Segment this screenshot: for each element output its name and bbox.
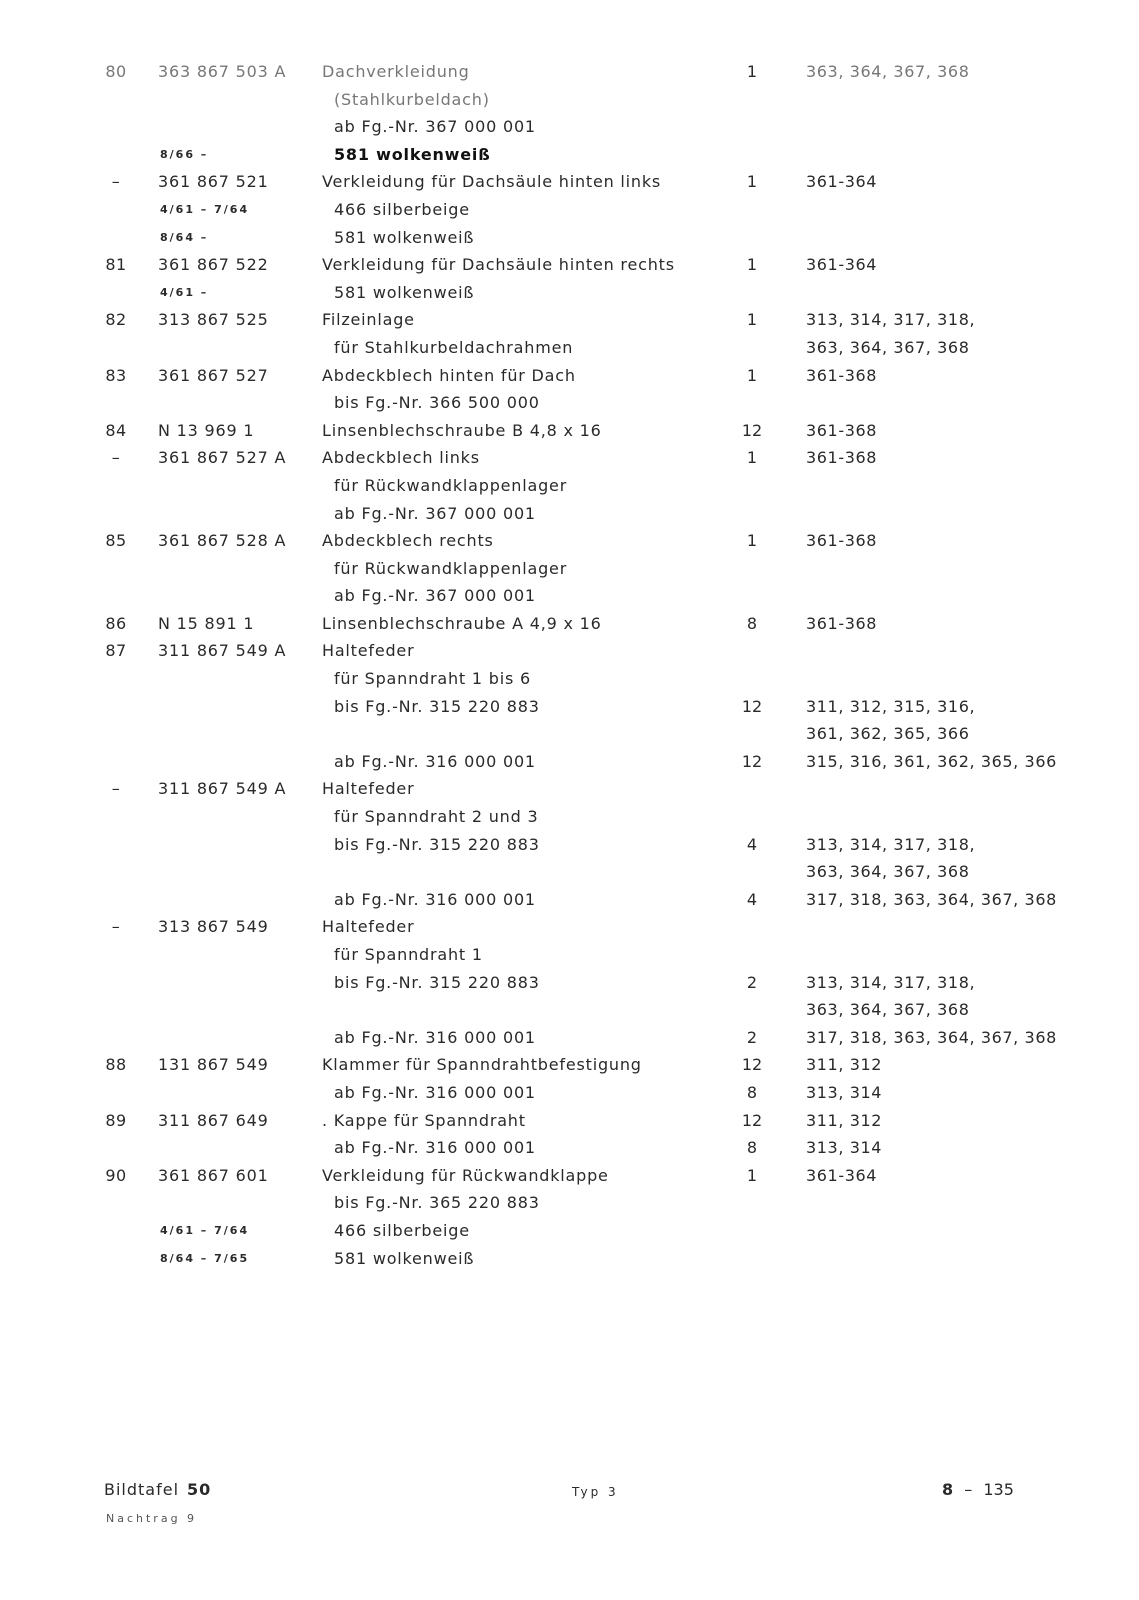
description: Linsenblechschraube B 4,8 x 16 (322, 420, 602, 440)
position-number: 82 (105, 310, 127, 330)
vehicle-types: 313, 314, 317, 318, (806, 834, 976, 854)
table-row (0, 1189, 1139, 1217)
table-row (0, 555, 1139, 583)
vehicle-types: 313, 314, 317, 318, (806, 972, 976, 992)
description: (Stahlkurbeldach) (334, 89, 490, 109)
table-row (0, 389, 1139, 417)
table-row (0, 141, 1139, 169)
part-number: 361 867 601 (158, 1165, 269, 1185)
table-row (0, 582, 1139, 610)
table-row (0, 279, 1139, 307)
description: Abdeckblech hinten für Dach (322, 365, 576, 385)
part-number: 313 867 549 (158, 917, 269, 937)
table-row (0, 472, 1139, 500)
part-number: 361 867 528 A (158, 531, 287, 551)
position-number: 81 (105, 255, 127, 275)
table-row (0, 417, 1139, 445)
vehicle-types: 361-368 (806, 420, 878, 440)
description: für Spanndraht 2 und 3 (334, 807, 539, 827)
position-number: 87 (105, 641, 127, 661)
position-number: 88 (105, 1055, 127, 1075)
position-number: – (111, 917, 121, 937)
date-range: 4/61 – 7/64 (160, 202, 250, 216)
table-row (0, 1245, 1139, 1273)
description: ab Fg.-Nr. 316 000 001 (334, 889, 536, 909)
vehicle-types: 315, 316, 361, 362, 365, 366 (806, 751, 1057, 771)
part-number: 361 867 522 (158, 255, 269, 275)
table-row (0, 224, 1139, 252)
description: ab Fg.-Nr. 367 000 001 (334, 117, 536, 137)
page-number-value: 135 (983, 1480, 1014, 1499)
position-number: – (111, 172, 121, 192)
table-row (0, 775, 1139, 803)
quantity: 1 (746, 62, 758, 81)
table-row (0, 362, 1139, 390)
table-row (0, 610, 1139, 638)
table-row (0, 693, 1139, 721)
description: Verkleidung für Rückwandklappe (322, 1165, 609, 1185)
position-number: 80 (105, 62, 127, 81)
vehicle-types: 361-368 (806, 613, 878, 633)
description: bis Fg.-Nr. 315 220 883 (334, 696, 540, 716)
description: Filzeinlage (322, 310, 415, 330)
position-number: 84 (105, 420, 127, 440)
vehicle-type: Typ 3 (572, 1485, 619, 1499)
description: Dachverkleidung (322, 62, 470, 81)
quantity: 1 (746, 310, 758, 330)
quantity: 8 (746, 613, 758, 633)
description: Abdeckblech links (322, 448, 480, 468)
table-row (0, 637, 1139, 665)
page-dash: – (964, 1480, 973, 1499)
plate-label: Bildtafel (104, 1480, 180, 1499)
part-number: 361 867 521 (158, 172, 269, 192)
table-row (0, 196, 1139, 224)
supplement-label: Nachtrag 9 (106, 1512, 198, 1525)
vehicle-types: 363, 364, 367, 368 (806, 62, 970, 81)
vehicle-types: 363, 364, 367, 368 (806, 862, 970, 882)
quantity: 2 (746, 972, 758, 992)
vehicle-types: 311, 312 (806, 1110, 883, 1130)
table-row (0, 720, 1139, 748)
table-row (0, 941, 1139, 969)
quantity: 1 (746, 531, 758, 551)
quantity: 4 (746, 834, 758, 854)
vehicle-types: 361, 362, 365, 366 (806, 724, 970, 744)
table-row (0, 1079, 1139, 1107)
description: für Spanndraht 1 (334, 945, 483, 964)
description: . Kappe für Spanndraht (322, 1110, 526, 1130)
part-number: 311 867 649 (158, 1110, 269, 1130)
table-row (0, 86, 1139, 114)
table-row (0, 858, 1139, 886)
date-range: 8/64 – 7/65 (160, 1251, 250, 1265)
table-row (0, 58, 1139, 86)
quantity: 12 (741, 1055, 763, 1075)
position-number: 90 (105, 1165, 127, 1185)
vehicle-types: 361-368 (806, 448, 878, 468)
description: bis Fg.-Nr. 365 220 883 (334, 1193, 540, 1213)
quantity: 12 (741, 751, 763, 771)
position-number: 86 (105, 613, 127, 633)
vehicle-types: 361-364 (806, 1165, 878, 1185)
part-number: N 13 969 1 (158, 420, 255, 440)
table-row (0, 996, 1139, 1024)
table-row (0, 913, 1139, 941)
vehicle-types: 361-364 (806, 172, 878, 192)
parts-list (0, 58, 1139, 1272)
table-row (0, 748, 1139, 776)
table-row (0, 444, 1139, 472)
description: Klammer für Spanndrahtbefestigung (322, 1055, 642, 1075)
quantity: 8 (746, 1082, 758, 1102)
description: ab Fg.-Nr. 316 000 001 (334, 751, 536, 771)
position-number: 89 (105, 1110, 127, 1130)
description: ab Fg.-Nr. 367 000 001 (334, 503, 536, 523)
table-row (0, 1217, 1139, 1245)
description: für Rückwandklappenlager (334, 558, 568, 578)
vehicle-types: 313, 314, 317, 318, (806, 310, 976, 330)
date-range: 8/64 – (160, 230, 209, 244)
description: ab Fg.-Nr. 316 000 001 (334, 1082, 536, 1102)
table-row (0, 306, 1139, 334)
vehicle-types: 363, 364, 367, 368 (806, 1000, 970, 1020)
quantity: 1 (746, 365, 758, 385)
part-number: 313 867 525 (158, 310, 269, 330)
position-number: 83 (105, 365, 127, 385)
table-row (0, 969, 1139, 997)
description: 466 silberbeige (334, 199, 470, 219)
plate-number: 50 (187, 1480, 212, 1499)
vehicle-types: 313, 314 (806, 1082, 883, 1102)
description: 581 wolkenweiß (334, 1248, 475, 1268)
date-range: 4/61 – 7/64 (160, 1223, 250, 1237)
quantity: 12 (741, 420, 763, 440)
description: bis Fg.-Nr. 315 220 883 (334, 834, 540, 854)
table-row (0, 1162, 1139, 1190)
page-section: 8 (942, 1480, 954, 1499)
table-row (0, 665, 1139, 693)
table-row (0, 1024, 1139, 1052)
quantity: 1 (746, 172, 758, 192)
description: Haltefeder (322, 779, 415, 799)
table-row (0, 334, 1139, 362)
part-number: 363 867 503 A (158, 62, 287, 81)
description: Haltefeder (322, 641, 415, 661)
position-number: – (111, 779, 121, 799)
table-row (0, 1134, 1139, 1162)
description: Verkleidung für Dachsäule hinten rechts (322, 255, 675, 275)
description: ab Fg.-Nr. 316 000 001 (334, 1138, 536, 1158)
quantity: 12 (741, 1110, 763, 1130)
description: 466 silberbeige (334, 1220, 470, 1240)
description: für Rückwandklappenlager (334, 475, 568, 495)
page-number (942, 1480, 1014, 1499)
date-range: 8/66 – (160, 147, 209, 161)
description: Haltefeder (322, 917, 415, 937)
description: bis Fg.-Nr. 315 220 883 (334, 972, 540, 992)
quantity: 2 (746, 1027, 758, 1047)
vehicle-types: 311, 312 (806, 1055, 883, 1075)
part-number: N 15 891 1 (158, 613, 255, 633)
table-row (0, 1107, 1139, 1135)
date-range: 4/61 – (160, 285, 209, 299)
table-row (0, 831, 1139, 859)
description: 581 wolkenweiß (334, 282, 475, 302)
description: ab Fg.-Nr. 367 000 001 (334, 586, 536, 606)
vehicle-types: 361-364 (806, 255, 878, 275)
description: ab Fg.-Nr. 316 000 001 (334, 1027, 536, 1047)
description: für Spanndraht 1 bis 6 (334, 669, 531, 689)
plate-reference (104, 1480, 211, 1499)
description: Verkleidung für Dachsäule hinten links (322, 172, 662, 192)
part-number: 311 867 549 A (158, 779, 287, 799)
table-row (0, 500, 1139, 528)
vehicle-types: 361-368 (806, 531, 878, 551)
table-row (0, 251, 1139, 279)
description: Abdeckblech rechts (322, 531, 494, 551)
vehicle-types: 311, 312, 315, 316, (806, 696, 976, 716)
vehicle-types: 361-368 (806, 365, 878, 385)
description: Linsenblechschraube A 4,9 x 16 (322, 613, 602, 633)
description: für Stahlkurbeldachrahmen (334, 337, 574, 357)
quantity: 4 (746, 889, 758, 909)
position-number: – (111, 448, 121, 468)
vehicle-types: 317, 318, 363, 364, 367, 368 (806, 1027, 1057, 1047)
table-row (0, 886, 1139, 914)
table-row (0, 168, 1139, 196)
quantity: 1 (746, 1165, 758, 1185)
part-number: 131 867 549 (158, 1055, 269, 1075)
part-number: 361 867 527 (158, 365, 269, 385)
vehicle-types: 317, 318, 363, 364, 367, 368 (806, 889, 1057, 909)
quantity: 1 (746, 255, 758, 275)
description: 581 wolkenweiß (334, 144, 491, 164)
table-row (0, 803, 1139, 831)
quantity: 12 (741, 696, 763, 716)
table-row (0, 527, 1139, 555)
position-number: 85 (105, 531, 127, 551)
vehicle-types: 363, 364, 367, 368 (806, 337, 970, 357)
description: 581 wolkenweiß (334, 227, 475, 247)
part-number: 311 867 549 A (158, 641, 287, 661)
table-row (0, 1051, 1139, 1079)
description: bis Fg.-Nr. 366 500 000 (334, 393, 540, 413)
quantity: 8 (746, 1138, 758, 1158)
quantity: 1 (746, 448, 758, 468)
part-number: 361 867 527 A (158, 448, 287, 468)
vehicle-types: 313, 314 (806, 1138, 883, 1158)
table-row (0, 113, 1139, 141)
